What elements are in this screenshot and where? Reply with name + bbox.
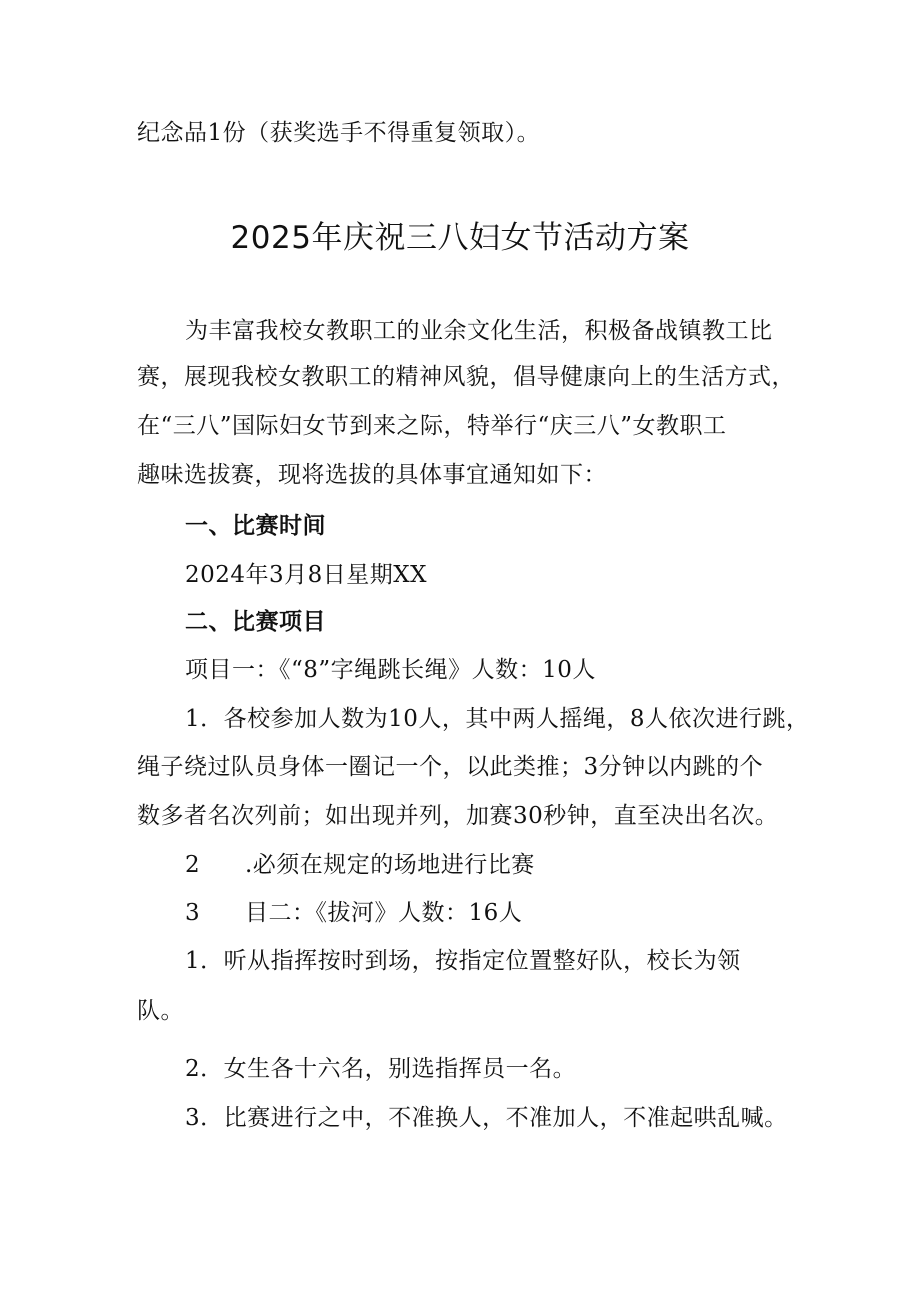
section-heading-projects: 二、比赛项目 (185, 609, 326, 635)
intro-line: 为丰富我校女教职工的业余文化生活，积极备战镇教工比 (185, 318, 773, 344)
project-one-title: 项目一：《“8”字绳跳长绳》人数：10人 (185, 657, 596, 683)
project-two-rule-3: 3．比赛进行之中，不准换人，不准加人，不准起哄乱喊。 (185, 1105, 788, 1131)
item-text: 目二：《拔河》人数：16人 (245, 900, 523, 926)
rule-line: 数多者名次列前；如出现并列，加赛30秒钟，直至决出名次。 (137, 803, 779, 829)
rule-line: 绳子绕过队员身体一圈记一个，以此类推；3分钟以内跳的个 (137, 754, 764, 780)
intro-line: 在“三八”国际妇女节到来之际，特举行“庆三八”女教职工 (137, 413, 727, 439)
project-one-rule-2 (185, 850, 535, 880)
rule-line: 1．各校参加人数为10人，其中两人摇绳，8人依次进行跳， (185, 706, 810, 732)
project-two-title (185, 898, 522, 928)
project-two-rule-2: 2．女生各十六名，别选指挥员一名。 (185, 1056, 577, 1082)
rule-line: 队。 (137, 998, 184, 1024)
intro-line: 趣味选拔赛，现将选拔的具体事宜通知如下： (137, 462, 607, 488)
competition-date: 2024年3月8日星期XX (185, 562, 428, 588)
intro-line: 赛，展现我校女教职工的精神风貌，倡导健康向上的生活方式， (137, 364, 795, 390)
item-number: 3 (185, 900, 201, 926)
section-heading-time: 一、比赛时间 (185, 513, 326, 539)
carryover-line: 纪念品1份（获奖选手不得重复领取）。 (137, 120, 541, 146)
rule-number: 2 (185, 852, 201, 878)
document-title: 2025年庆祝三八妇女节活动方案 (230, 220, 690, 256)
rule-text: .必须在规定的场地进行比赛 (245, 852, 535, 878)
rule-line: 1．听从指挥按时到场，按指定位置整好队，校长为领 (185, 948, 741, 974)
